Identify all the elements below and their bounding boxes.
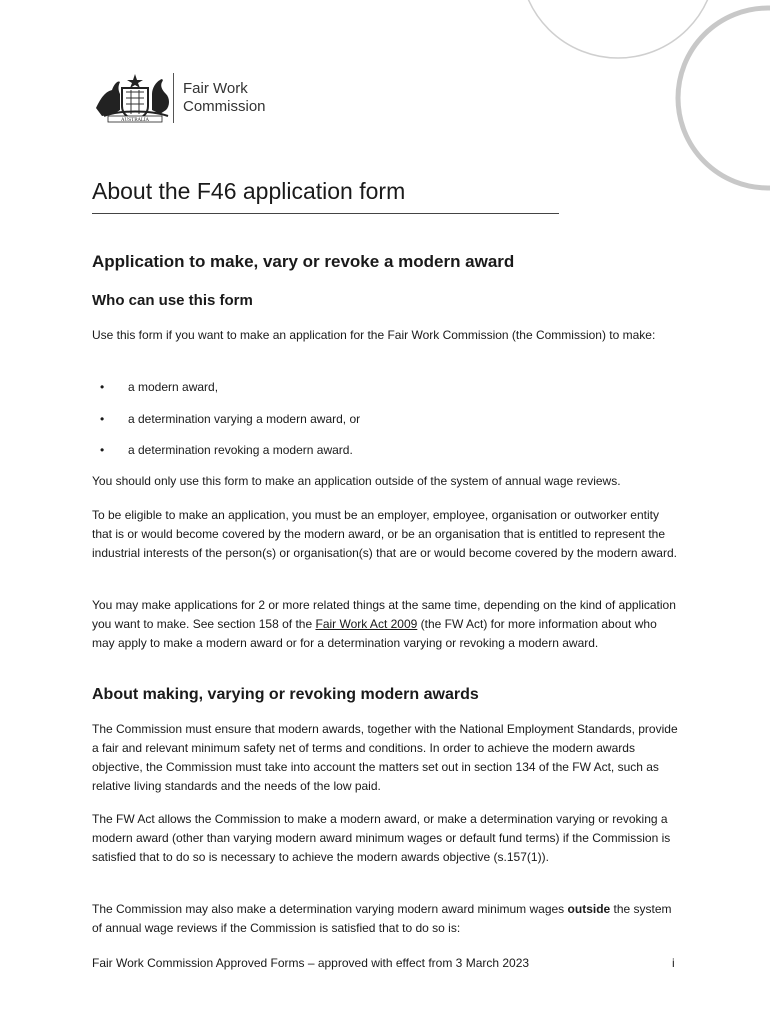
who-intro: Use this form if you want to make an application for the Fair Work Commission (the Commission) to make: [92, 328, 656, 342]
page-number: i [672, 956, 675, 970]
who-paragraph-1: You should only use this form to make an application outside of the system of annual wage reviews. [92, 474, 621, 488]
bullet-item [100, 441, 353, 460]
bullet-dot: • [100, 412, 105, 426]
org-name-line2: Commission [183, 98, 266, 115]
bullet-dot: • [100, 443, 105, 457]
emblem-banner-text: AUSTRALIA [121, 118, 149, 123]
about-heading: About making, varying or revoking modern awards [92, 686, 479, 703]
bullet-text: a modern award, [128, 380, 219, 394]
who-paragraph-3 [92, 596, 682, 653]
bullet-text: a determination revoking a modern award. [128, 443, 353, 457]
organisation-name [183, 80, 266, 116]
title-underline [92, 213, 559, 214]
decorative-circle-inner [678, 8, 770, 188]
logo-divider [173, 73, 174, 123]
section-heading: Application to make, vary or revoke a modern award [92, 252, 515, 271]
bullet-item [100, 378, 218, 397]
about-p3-text-before: The Commission may also make a determination varying modern award minimum wages [92, 902, 568, 916]
page-footer: Fair Work Commission Approved Forms – approved with effect from 3 March 2023 [92, 956, 530, 970]
bullet-dot: • [100, 380, 105, 394]
about-p3-text-after: the system of annual wage reviews if the Commission is satisfied that to do so is: [92, 902, 672, 935]
fair-work-act-link[interactable]: Fair Work Act 2009 [315, 617, 418, 631]
about-p3-emphasis: outside [567, 902, 611, 916]
org-name-line1: Fair Work [183, 80, 248, 97]
who-p3-text-after: (the FW Act) for more information about who may apply to make a modern award or for a determination varying or revoking a modern award. [92, 617, 657, 650]
bullet-item [100, 410, 360, 429]
document-title: About the F46 application form [92, 178, 406, 204]
who-p3-text-before: You may make applications for 2 or more related things at the same time, depending on the kind of application you want to make. See section 158 of the [92, 598, 676, 631]
about-paragraph-1: The Commission must ensure that modern awards, together with the National Employment Standards, provide a fair and relevant minimum safety net of terms and conditions. In order to achieve the modern awards objective, the Commission must take into account the matters set out in section 134 of the FW Act, such as relative living standards and the needs of the low paid. [92, 722, 678, 793]
who-heading: Who can use this form [92, 292, 253, 309]
bullet-text: a determination varying a modern award, or [128, 412, 361, 426]
about-paragraph-2: The FW Act allows the Commission to make a modern award, or make a determination varying or revoking a modern award (other than varying modern award minimum wages or default fund terms) if the Commission is satisfied that to do so is necessary to achieve the modern awards objective (s.157(1)). [92, 812, 671, 864]
who-paragraph-2: To be eligible to make an application, you must be an employer, employee, organisation or outworker entity that is or would become covered by the modern award, or be an organisation that is entitled to represent the industrial interests of the person(s) or organisation(s) that are or would become covered by the modern award. [92, 508, 677, 560]
decorative-circle-outer [520, 0, 716, 58]
about-paragraph-3 [92, 900, 682, 938]
